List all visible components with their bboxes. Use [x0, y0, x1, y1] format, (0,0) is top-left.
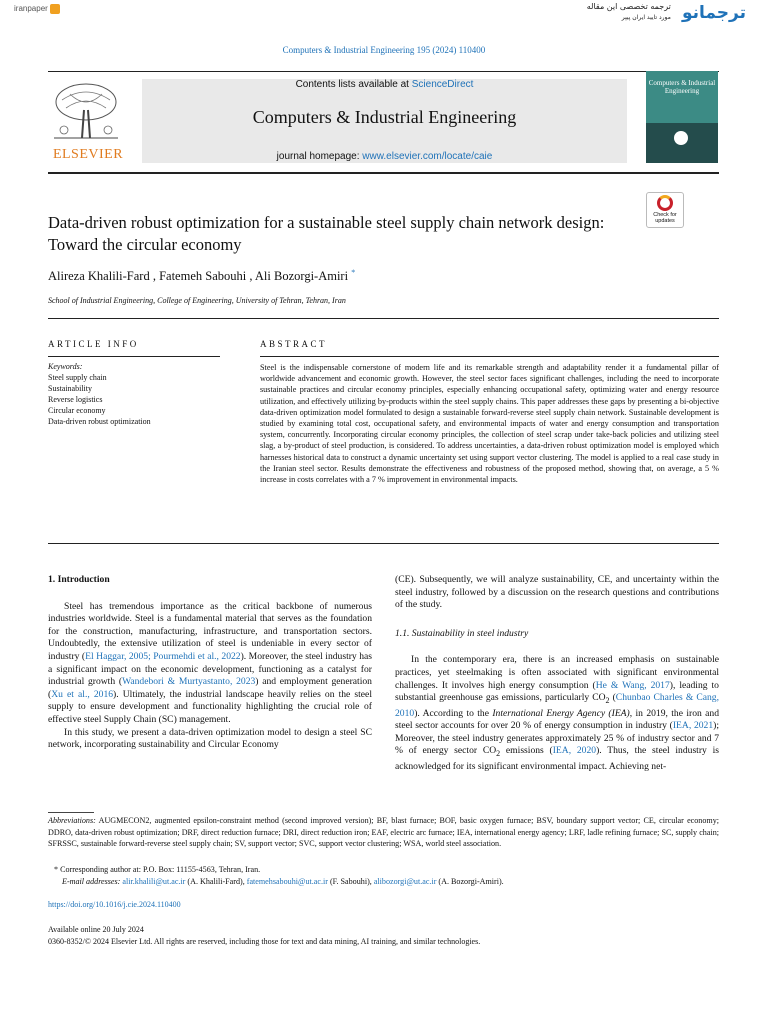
- copyright-line: 0360-8352/© 2024 Elsevier Ltd. All rights are reserved, including those for text and data mining, AI training, and similar technologies.: [48, 937, 481, 946]
- intro-paragraph-1: Steel has tremendous importance as the critical backbone of numerous industries worldwide. Steel is a fundamental material that serves as the foundation for the construction, manufacturing, infrastructure, and transportation sectors. Undoubtedly, the extensive utilization of steel is undeniable in every sector of industry (El Haggar, 2005; Pourmehdi et al., 2022). Moreover, the steel industry has a significant impact on the economic development, functioning as a catalyst for industrial growth (Wandebori & Murtyastanto, 2023) and employment generation (Xu et al., 2016). Ultimately, the industrial landscape heavily relies on the steel supply to ensure development and functionality highlighting the crucial role of effective steel Supply Chain (SC) management.: [48, 600, 373, 725]
- iranpaper-logo: iranpaper: [14, 4, 60, 14]
- journal-homepage-link[interactable]: www.elsevier.com/locate/caie: [362, 151, 493, 162]
- journal-cover[interactable]: [646, 71, 718, 163]
- keyword-item: Steel supply chain: [48, 373, 107, 382]
- citation-link[interactable]: Wandebori & Murtyastanto, 2023: [122, 676, 256, 688]
- logo-mark-icon: [50, 4, 60, 14]
- info-top-rule: [48, 318, 719, 319]
- citation-link[interactable]: Chunbao Charles & Cang, 2010: [395, 692, 719, 719]
- cover-emblem-icon: [674, 131, 688, 145]
- article-info-heading: ARTICLE INFO: [48, 339, 139, 349]
- check-for-updates-button[interactable]: Check for updates: [646, 192, 684, 228]
- body-column-right: [395, 574, 719, 774]
- body-column-left: [48, 574, 372, 752]
- doi-link[interactable]: https://doi.org/10.1016/j.cie.2024.110400: [48, 900, 181, 909]
- keyword-item: Data-driven robust optimization: [48, 417, 151, 426]
- header-bottom-rule: [48, 172, 719, 174]
- citation-link[interactable]: El Haggar, 2005; Pourmehdi et al., 2022: [85, 650, 241, 662]
- email-link[interactable]: alir.khalili@ut.ac.ir: [122, 877, 186, 886]
- banner-line-2: مورد تایید ایران پیپر: [621, 14, 671, 21]
- check-updates-icon: [657, 195, 673, 211]
- keywords-label: Keywords:: [48, 362, 83, 371]
- abstract-text: Steel is the indispensable cornerstone of modern life and its remarkable strength and adaptability render it a fundamental pillar of worldwide advancement and economic growth. However, the steel sector faces significant challenges, including the need to incorporate sustainable practices and circular economy principles, especially enhancing occupational safety, optimizing water and energy resource utilization, and effectively utilizing by-products within the steel supply chains. This paper addresses these gaps by presenting a bi-objective data-driven optimization model formulated to design a sustainable forward-reverse steel supply chain network. Sustainable development is studied by examining total cost, occupational safety, and environmental impacts of water and energy consumption and transportation system, concurrently. Incorporating circular economy principles, the collection of steel scrap under take-back policies and utilizing steel slag, a by-product of steel production, is considered. To address uncertainties, a data-driven robust optimization model is employed which harnesses historical data to construct a dynamic uncertainty set using support vector clustering. The model is applied to a real case study in the Iranian steel sector. Results demonstrate the effectiveness and robustness of the proposed method, showing that, on average, a 5 % increase in costs correlates with a 7 % improvement in environmental impacts.: [260, 363, 719, 485]
- introduction-heading: 1. Introduction: [48, 574, 110, 585]
- sciencedirect-link[interactable]: ScienceDirect: [411, 79, 474, 90]
- subsection-heading: 1.1. Sustainability in steel industry: [395, 627, 529, 639]
- article-info-rule: [48, 356, 220, 357]
- elsevier-logo[interactable]: [48, 80, 128, 164]
- abbreviations-footnote: Abbreviations: AUGMECON2, augmented epsilon-constraint method (second improved version); BF, blast furnace; BOF, basic oxygen furnace; BSV, boundary support vector; CE, circular economy; DDRO, data-driven robust optimization; DRF, direct reduction furnace; DRI, direct reduction iron; EAF, electric arc furnace; IEA, international energy agency; LRF, ladle refining furnace; SC, supply chain; SFRSSC, sustainable forward-reverse steel supply chain; SV, support vector; SVC, support vector clustering; WSA, world steel association.: [48, 816, 719, 849]
- keywords-block: [48, 361, 151, 427]
- homepage-line: journal homepage: www.elsevier.com/locate/caie: [276, 151, 493, 162]
- affiliation: School of Industrial Engineering, College of Engineering, University of Tehran, Tehran, Iran: [48, 296, 346, 305]
- keyword-item: Circular economy: [48, 406, 106, 415]
- abstract-heading: ABSTRACT: [260, 339, 328, 349]
- citation-link[interactable]: IEA, 2021: [672, 720, 714, 732]
- tarjomano-banner[interactable]: [587, 2, 746, 23]
- corresponding-author-mark[interactable]: *: [351, 268, 356, 277]
- body-top-rule: [48, 543, 719, 544]
- header-top-rule: [48, 71, 719, 72]
- cover-title: Computers & Industrial Engineering: [648, 79, 716, 95]
- email-link[interactable]: alibozorgi@ut.ac.ir: [373, 877, 437, 886]
- banner-line-1: ترجمه تخصصی این مقاله: [586, 2, 671, 11]
- keyword-item: Sustainability: [48, 384, 92, 393]
- journal-title: Computers & Industrial Engineering: [252, 107, 517, 127]
- intro-paragraph-3: (CE). Subsequently, we will analyze sustainability, CE, and uncertainty within the steel industry, followed by a discussion on the research questions and contributions of the study.: [395, 574, 719, 611]
- elsevier-tree-icon: [48, 80, 124, 142]
- intro-paragraph-2: In this study, we present a data-driven optimization model to design a steel SC network, incorporating sustainability and Circular Economy: [48, 726, 372, 751]
- sustainability-paragraph: In the contemporary era, there is an increased emphasis on sustainable practices, yet steelmaking is often associated with significant environmental challenges. It involves high energy consumption (He & Wang, 2017), leading to substantial greenhouse gas emissions, particularly $CO_2$ (Chunbao Charles & Cang, 2010). According to the International Energy Agency (IEA), in 2019, the iron and steel sector accounts for over 20 % of energy consumption in industry (IEA, 2021); Moreover, the steel industry generates approximately 25 % of industry sector and 7 % of energy sector $CO_2$ emissions (IEA, 2020). Thus, the steel industry is acknowledged for its significant environmental impact. Achieving net-: [395, 654, 720, 772]
- contents-line: Contents lists available at ScienceDirect: [295, 79, 474, 90]
- citation-link[interactable]: He & Wang, 2017: [595, 679, 670, 691]
- email-link[interactable]: fatemehsabouhi@ut.ac.ir: [246, 877, 328, 886]
- author-list: Alireza Khalili-Fard , Fatemeh Sabouhi , Ali Bozorgi-Amiri *: [48, 268, 356, 284]
- footnote-rule: [48, 812, 94, 813]
- article-title: Data-driven robust optimization for a sustainable steel supply chain network design: Toward the circular economy: [48, 213, 605, 254]
- abstract-rule: [260, 356, 719, 357]
- tarjomano-logo: ترجمانو: [681, 2, 746, 23]
- available-online: Available online 20 July 2024: [48, 925, 144, 934]
- citation-link[interactable]: Xu et al., 2016: [51, 688, 114, 700]
- citation-link[interactable]: IEA, 2020: [552, 745, 597, 757]
- publisher-name: ELSEVIER: [52, 147, 124, 162]
- keyword-item: Reverse logistics: [48, 395, 103, 404]
- email-footnote: E-mail addresses: alir.khalili@ut.ac.ir (A. Khalili-Fard), fatemehsabouhi@ut.ac.ir (F. Sabouhi), alibozorgi@ut.ac.ir (A. Bozorgi-Amiri).: [62, 877, 504, 886]
- corresponding-author-footnote: * Corresponding author at: P.O. Box: 11155-4563, Tehran, Iran.: [54, 865, 261, 874]
- citation-line[interactable]: Computers & Industrial Engineering 195 (2024) 110400: [282, 45, 486, 55]
